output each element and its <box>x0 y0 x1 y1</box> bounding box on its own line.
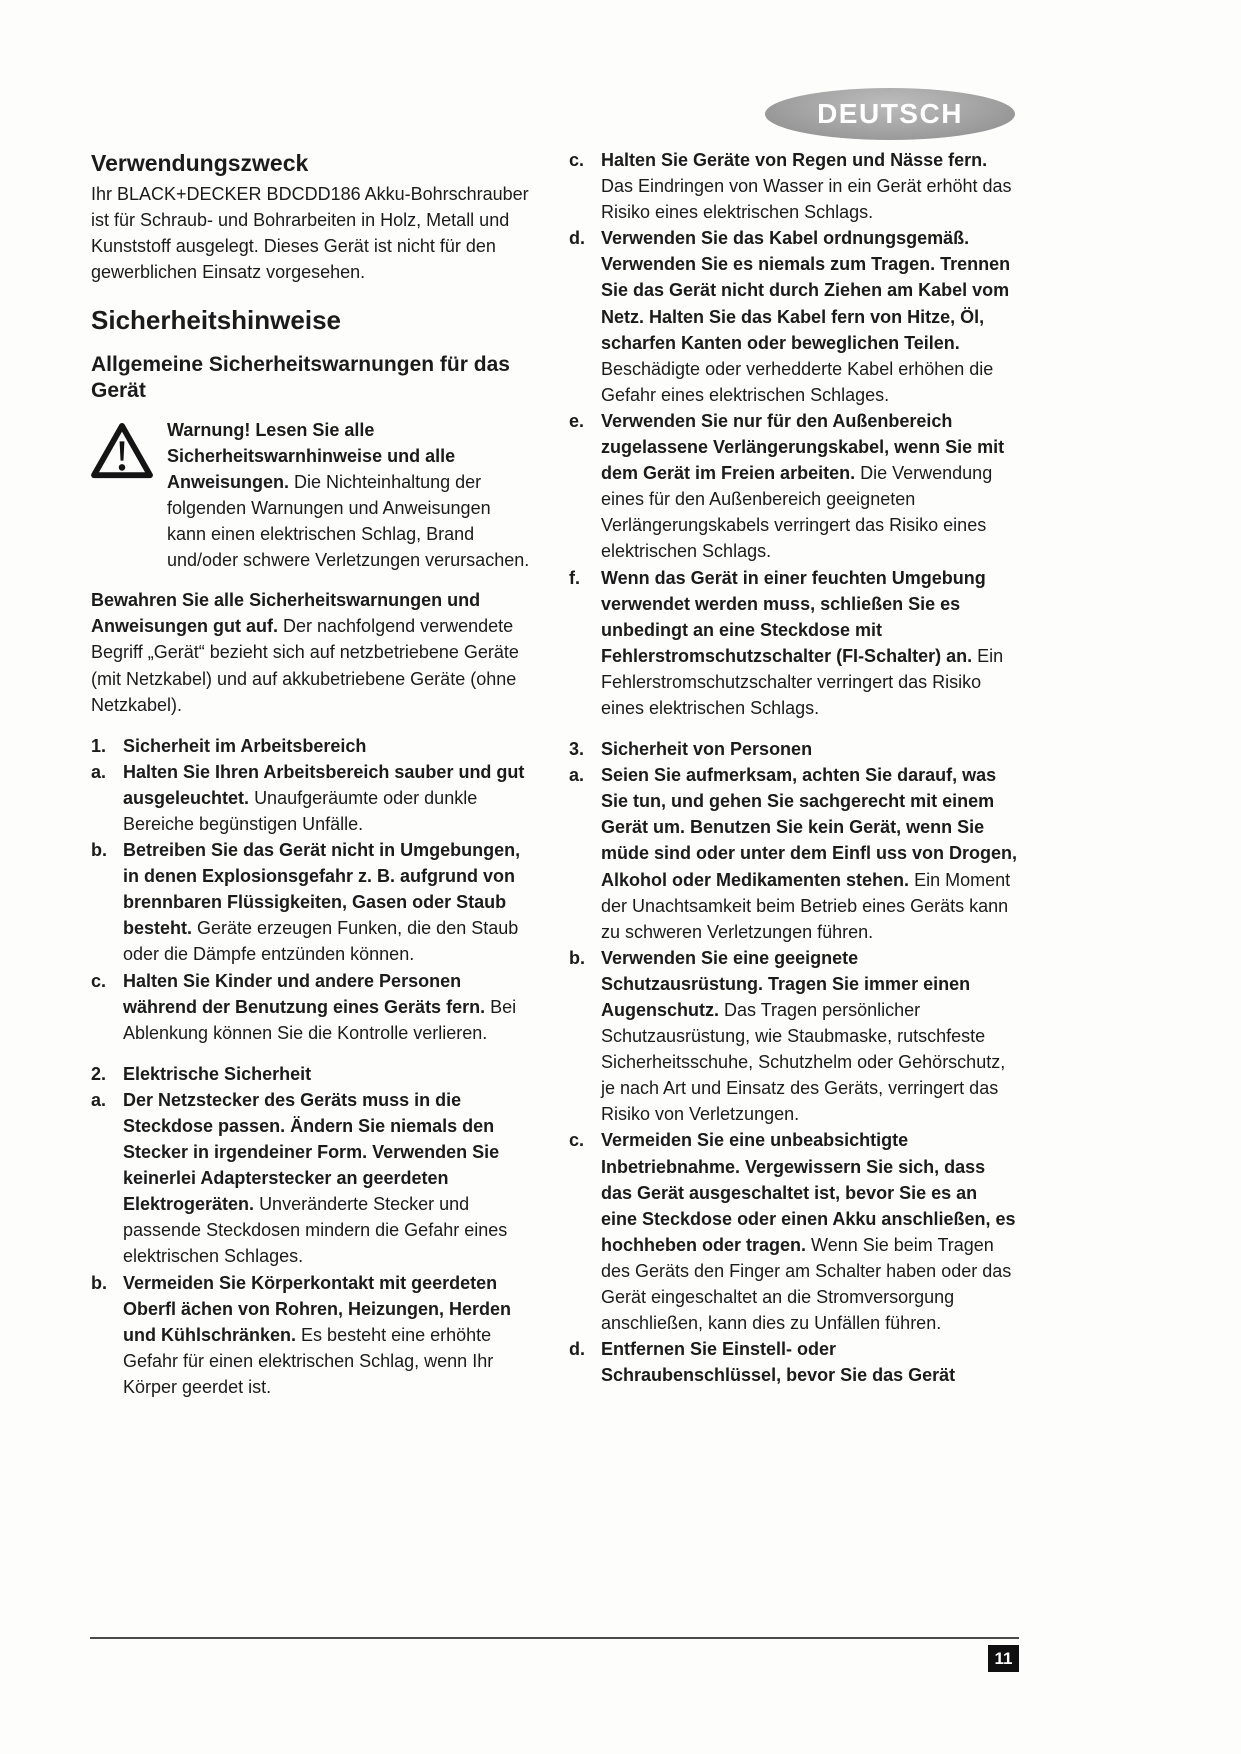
list-item <box>569 1336 1018 1388</box>
warning-block <box>91 417 532 574</box>
list-item-body <box>601 945 1018 1128</box>
list-item-body <box>601 565 1018 722</box>
list-item-label: c. <box>91 970 107 991</box>
keep-warnings-bold: Bewahren Sie alle Sicherheitswarnungen und Anweisungen gut auf. <box>91 590 481 637</box>
list-item-body <box>601 762 1018 945</box>
list-item-bold: Halten Sie Geräte von Regen und Nässe fern. <box>601 150 988 170</box>
list-item-bold: Wenn das Gerät in einer feuchten Umgebung verwendet werden muss, schließen Sie es unbedingt an eine Steckdose mit Fehlerstromschutzschalter (FI-Schalter) an. <box>601 567 986 666</box>
list-item <box>91 759 532 837</box>
language-badge <box>765 88 1015 140</box>
list-item-text: Wenn Sie beim Tragen des Geräts den Finger am Schalter haben oder das Gerät eingeschaltet an die Stromversorgung anschließen, kann dies zu Unfällen führen. <box>601 1234 1012 1334</box>
list-item-bold: Vermeiden Sie eine unbeabsichtigte Inbetriebnahme. Vergewissern Sie sich, dass das Gerät ausgeschaltet ist, bevor Sie es an eine Steckdose oder einen Akku anschließen, es hochheben oder tragen. <box>601 1130 1016 1255</box>
list-item-text: Die Verwendung eines für den Außenbereich geeigneten Verlängerungskabels verringert das Risiko eines elektrischen Schlags. <box>601 463 993 562</box>
list-item <box>569 762 1018 945</box>
list-item-body <box>601 147 1018 225</box>
list-item-bold: Verwenden Sie nur für den Außenbereich zugelassene Verlängerungskabel, wenn Sie mit dem Gerät im Freien arbeiten. <box>601 410 1005 484</box>
page-number-badge: 11 <box>988 1645 1019 1672</box>
list-item-body <box>601 1127 1018 1336</box>
list-item-body <box>123 1087 532 1270</box>
list-item-bold: Betreiben Sie das Gerät nicht in Umgebungen, in denen Explosionsgefahr z. B. aufgrund von brennbaren Flüssigkeiten, Gasen oder Staub besteht. <box>123 840 521 939</box>
list-item <box>569 565 1018 722</box>
list-item-label: b. <box>91 840 107 861</box>
list-item-bold: Verwenden Sie das Kabel ordnungsgemäß. Verwenden Sie es niemals zum Tragen. Trennen Sie das Gerät nicht durch Ziehen am Kabel vom Netz. Halten Sie das Kabel fern von Hitze, Öl, scharfen Kanten oder beweglichen Teilen. <box>601 228 1011 353</box>
list-item-text: Geräte erzeugen Funken, die den Staub oder die Dämpfe entzünden können. <box>123 918 519 965</box>
list-item-body <box>601 1336 1018 1388</box>
list-item <box>569 408 1018 565</box>
list-item-label: a. <box>91 1089 107 1110</box>
list-item <box>569 147 1018 225</box>
list-item-text: Ein Moment der Unachtsamkeit beim Betrieb eines Geräts kann zu schweren Verletzungen führen. <box>601 869 1011 942</box>
list-item-label: b. <box>91 1272 107 1293</box>
section-3-label: Sicherheit von Personen <box>601 739 813 760</box>
list-item-text: Das Tragen persönlicher Schutzausrüstung, wie Staubmaske, rutschfeste Sicherheitsschuhe, Schutzhelm oder Gehörschutz, je nach Art und Einsatz des Geräts, verringert das Risiko von Verletzungen. <box>601 1000 1006 1125</box>
section-2-number: 2. <box>91 1063 107 1084</box>
list-item-label: d. <box>569 228 585 249</box>
list-item-text: Beschädigte oder verhedderte Kabel erhöhen die Gefahr eines elektrischen Schlages. <box>601 358 994 405</box>
list-item-label: c. <box>569 1130 585 1151</box>
list-item-bold: Der Netzstecker des Geräts muss in die Steckdose passen. Ändern Sie niemals den Stecker in irgendeiner Form. Verwenden Sie keinerlei Adapterstecker an geerdeten Elektrogeräten. <box>123 1089 500 1215</box>
list-item-label: a. <box>91 761 107 782</box>
list-item <box>91 968 532 1046</box>
list-item-text: Ein Fehlerstromschutzschalter verringert das Risiko eines elektrischen Schlags. <box>601 645 1004 718</box>
list-item-body <box>601 225 1018 408</box>
list-item <box>91 1270 532 1400</box>
list-item-body <box>123 968 532 1046</box>
list-item <box>91 837 532 967</box>
right-column <box>569 147 1018 1388</box>
list-item-label: e. <box>569 410 585 431</box>
list-item-body <box>123 837 532 967</box>
warning-triangle-icon <box>91 417 153 574</box>
list-item-bold: Verwenden Sie eine geeignete Schutzausrüstung. Tragen Sie immer einen Augenschutz. <box>601 947 971 1020</box>
list-item-text: Unveränderte Stecker und passende Steckdosen mindern die Gefahr eines elektrischen Schlages. <box>123 1194 508 1267</box>
list-item <box>569 225 1018 408</box>
language-badge-label: DEUTSCH <box>817 98 963 129</box>
section-2-title <box>91 1061 532 1087</box>
section-1-number: 1. <box>91 735 107 756</box>
list-item-bold: Seien Sie aufmerksam, achten Sie darauf, was Sie tun, und gehen Sie sachgerecht mit einem Gerät um. Benutzen Sie kein Gerät, wenn Sie müde sind oder unter dem Einfl uss von Drogen, Alkohol oder Medikamenten stehen. <box>601 765 1018 890</box>
heading-verwendungszweck: Verwendungszweck <box>91 150 309 176</box>
section-3-title <box>569 736 1018 762</box>
keep-warnings-text: Der nachfolgend verwendete Begriff „Gerät“ bezieht sich auf netzbetriebene Geräte (mit Netzkabel) und auf akkubetriebene Geräte (ohne Netzkabel). <box>91 616 519 715</box>
list-item-bold: Halten Sie Kinder und andere Personen während der Benutzung eines Geräts fern. <box>123 970 486 1017</box>
list-item-label: b. <box>569 947 585 968</box>
intro-paragraph: Ihr BLACK+DECKER BDCDD186 Akku-Bohrschrauber ist für Schraub- und Bohrarbeiten in Holz, Metall und Kunststoff ausgelegt. Dieses Gerät ist nicht für den gewerblichen Einsatz vorgesehen. <box>91 183 529 282</box>
list-item-text: Es besteht eine erhöhte Gefahr für einen elektrischen Schlag, wenn Ihr Körper geerdet ist. <box>123 1324 494 1397</box>
section-1-label: Sicherheit im Arbeitsbereich <box>123 735 367 756</box>
list-item <box>91 1087 532 1270</box>
list-item <box>569 1127 1018 1336</box>
list-item-bold: Entfernen Sie Einstell- oder Schraubenschlüssel, bevor Sie das Gerät <box>601 1339 956 1386</box>
heading-allgemeine-warnungen: Allgemeine Sicherheitswarnungen für das Gerät <box>91 353 510 403</box>
list-item-text: Unaufgeräumte oder dunkle Bereiche begünstigen Unfälle. <box>123 787 478 834</box>
list-item <box>569 945 1018 1128</box>
warning-bold-text: Warnung! Lesen Sie alle Sicherheitswarnhinweise und alle Anweisungen. <box>167 419 456 492</box>
list-item-label: a. <box>569 765 585 786</box>
list-item-label: c. <box>569 150 585 170</box>
footer-divider <box>90 1637 1019 1639</box>
warning-paragraph <box>167 417 532 574</box>
list-item-label: f. <box>569 567 580 588</box>
section-2-label: Elektrische Sicherheit <box>123 1063 312 1084</box>
left-column <box>91 150 532 1400</box>
section-3-number: 3. <box>569 739 585 760</box>
list-item-bold: Halten Sie Ihren Arbeitsbereich sauber und gut ausgeleuchtet. <box>123 761 525 808</box>
keep-warnings-paragraph <box>91 587 532 717</box>
list-item-body <box>123 1270 532 1400</box>
warning-regular-text: Die Nichteinhaltung der folgenden Warnungen und Anweisungen kann einen elektrischen Schlag, Brand und/oder schwere Verletzungen verursachen. <box>167 471 530 571</box>
list-item-bold: Vermeiden Sie Körperkontakt mit geerdeten Oberfl ächen von Rohren, Heizungen, Herden und Kühlschränken. <box>123 1272 512 1345</box>
list-item-body <box>123 759 532 837</box>
list-item-text: Das Eindringen von Wasser in ein Gerät erhöht das Risiko eines elektrischen Schlags. <box>601 176 1012 223</box>
list-item-text: Bei Ablenkung können Sie die Kontrolle verlieren. <box>123 996 517 1043</box>
list-item-body <box>601 408 1018 565</box>
list-item-label: d. <box>569 1339 585 1360</box>
heading-sicherheitshinweise: Sicherheitshinweise <box>91 304 341 335</box>
section-1-title <box>91 733 532 759</box>
